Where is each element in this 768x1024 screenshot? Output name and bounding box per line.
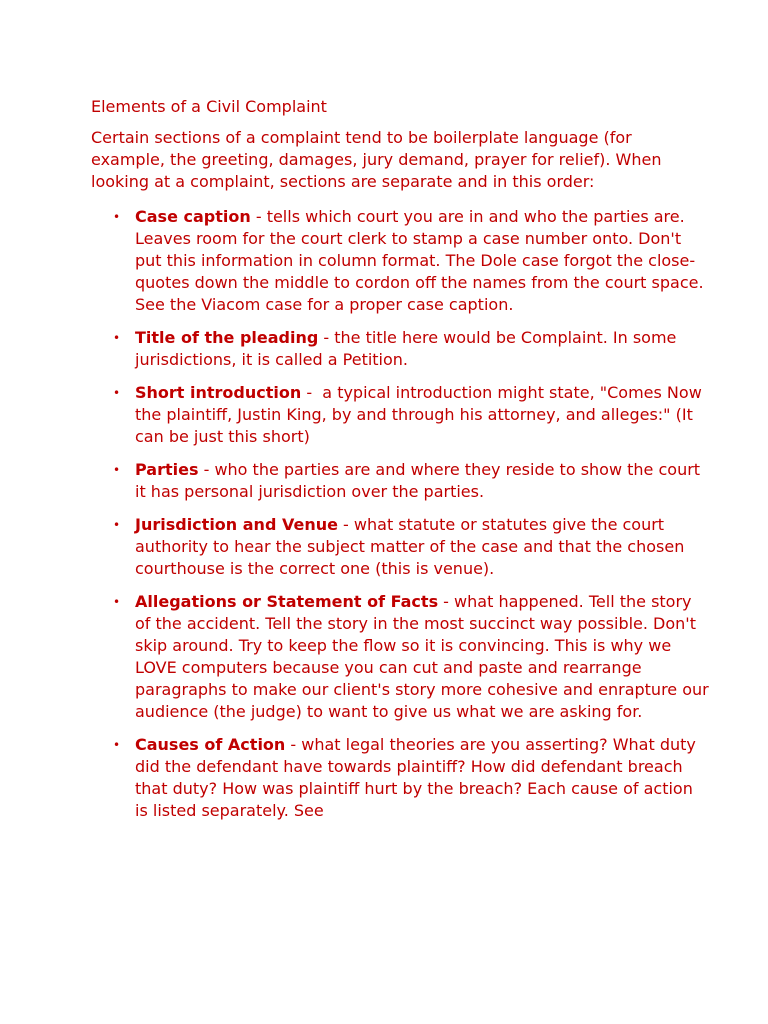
- item-term: Short introduction: [135, 383, 302, 402]
- list-item-title-of-pleading: [91, 327, 710, 371]
- list-item-case-caption: [91, 206, 710, 316]
- item-separator: -: [318, 328, 335, 347]
- bullet-icon: •: [113, 463, 121, 477]
- bullet-icon: •: [113, 386, 121, 400]
- list-item-short-introduction: [91, 382, 710, 448]
- item-separator: -: [438, 592, 455, 611]
- bullet-icon: •: [113, 595, 121, 609]
- item-separator: -: [250, 207, 267, 226]
- section-list: [91, 206, 709, 822]
- item-separator: -: [337, 515, 354, 534]
- document-title: Elements of a Civil Complaint: [91, 97, 327, 116]
- item-text: who the parties are and where they reside to show the court it has personal jurisdiction over the parties.: [135, 460, 701, 501]
- bullet-icon: •: [113, 331, 121, 345]
- item-text: the title here would be Complaint. In some jurisdictions, it is called a Petition.: [135, 328, 677, 369]
- document-page: [91, 96, 709, 833]
- item-text: what happened. Tell the story of the accident. Tell the story in the most succinct way possible. Don't skip around. Try to keep the flow so it is convincing. This is why we LOVE computers because you can cut and paste and rearrange paragraphs to make our client's story more cohesive and enrapture our audience (the judge) to want to give us what we are asking for.: [135, 592, 709, 721]
- item-separator: -: [198, 460, 215, 479]
- list-item-parties: [91, 459, 710, 503]
- item-separator: -: [301, 383, 323, 402]
- item-text: a typical introduction might state, "Comes Now the plaintiff, Justin King, by and through his attorney, and alleges:" (It can be just this short): [135, 383, 702, 446]
- item-text: what legal theories are you asserting? What duty did the defendant have towards plaintiff? How did defendant breach that duty? How was plaintiff hurt by the breach? Each cause of action is listed separately. See: [135, 735, 696, 820]
- item-text: tells which court you are in and who the parties are. Leaves room for the court clerk to stamp a case number onto. Don't put this information in column format. The Dole case forgot the close-quotes down the middle to cordon off the names from the court space. See the Viacom case for a proper case caption.: [135, 207, 704, 314]
- item-term: Causes of Action: [135, 735, 286, 754]
- item-term: Title of the pleading: [135, 328, 319, 347]
- bullet-icon: •: [113, 518, 121, 532]
- item-term: Jurisdiction and Venue: [135, 515, 338, 534]
- item-term: Parties: [135, 460, 199, 479]
- list-item-jurisdiction-venue: [91, 514, 710, 580]
- item-separator: -: [285, 735, 302, 754]
- list-item-allegations: [91, 591, 710, 723]
- intro-paragraph: Certain sections of a complaint tend to be boilerplate language (for example, the greeting, damages, jury demand, prayer for relief). When looking at a complaint, sections are separate and in this order:: [91, 128, 662, 191]
- list-item-causes-of-action: [91, 734, 710, 822]
- bullet-icon: •: [113, 210, 121, 224]
- item-term: Allegations or Statement of Facts: [135, 592, 439, 611]
- bullet-icon: •: [113, 738, 121, 752]
- item-text: what statute or statutes give the court authority to hear the subject matter of the case and that the chosen courthouse is the correct one (this is venue).: [135, 515, 685, 578]
- item-term: Case caption: [135, 207, 251, 226]
